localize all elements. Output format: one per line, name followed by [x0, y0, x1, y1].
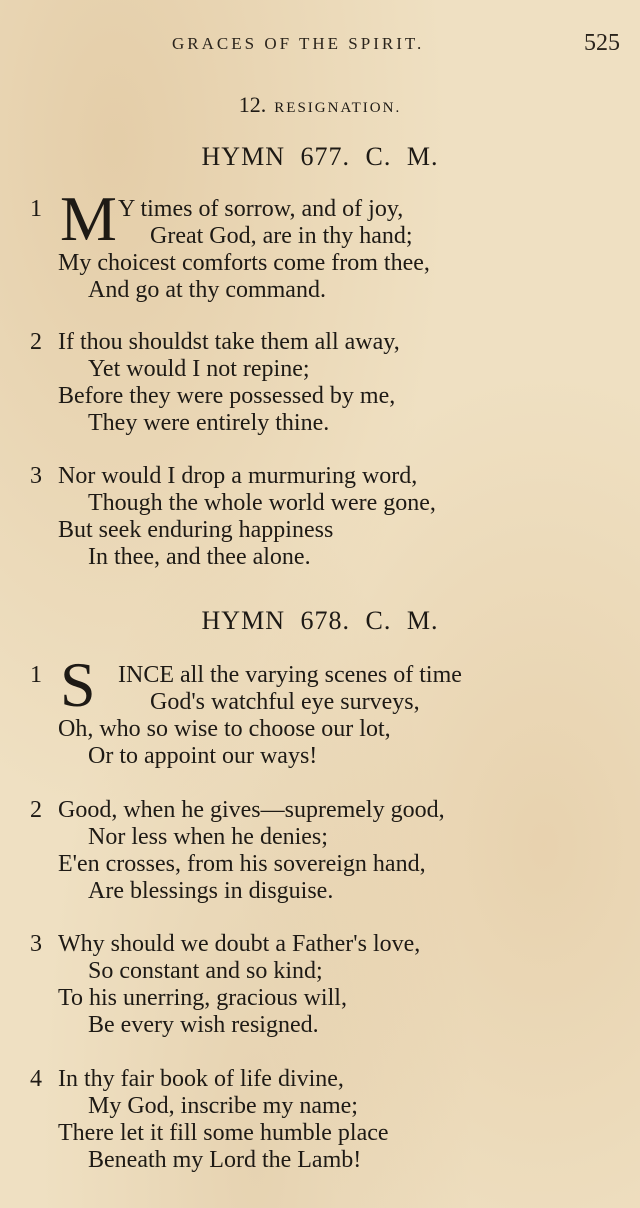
verse-number: 1	[30, 196, 42, 222]
section-heading	[0, 92, 640, 118]
verse-line: Before they were possessed by me,	[58, 383, 396, 409]
verse-line: God's watchful eye surveys,	[150, 689, 420, 715]
verse-line: Yet would I not repine;	[88, 356, 310, 382]
running-title: GRACES OF THE SPIRIT.	[172, 34, 425, 53]
verse-line: Be every wish resigned.	[88, 1012, 319, 1038]
hymn-verse	[30, 463, 630, 571]
verse-line: Why should we doubt a Father's love,	[58, 931, 421, 957]
drop-cap: S	[60, 649, 96, 720]
verse-line: If thou shouldst take them all away,	[58, 329, 400, 355]
verse-number: 3	[30, 931, 42, 957]
page-number: 525	[584, 30, 620, 56]
verse-line: Nor less when he denies;	[88, 824, 328, 850]
hymn-verse	[30, 183, 630, 304]
hymn-verse	[30, 329, 630, 437]
verse-line: Good, when he gives—supremely good,	[58, 797, 445, 823]
hymn-verse	[30, 931, 630, 1039]
verse-line: And go at thy command.	[88, 277, 326, 303]
verse-number: 4	[30, 1066, 42, 1092]
verse-line: E'en crosses, from his sovereign hand,	[58, 851, 426, 877]
section-number: 12.	[238, 92, 267, 117]
hymn-heading: HYMN 677. C. M.	[201, 142, 439, 171]
verse-line: But seek enduring happiness	[58, 517, 334, 543]
hymn-verse	[30, 649, 630, 770]
verse-line: Nor would I drop a murmuring word,	[58, 463, 418, 489]
verse-line: In thee, and thee alone.	[88, 544, 311, 570]
verse-line: To his unerring, gracious will,	[58, 985, 347, 1011]
section-title: RESIGNATION.	[274, 100, 402, 116]
drop-cap: M	[60, 183, 117, 254]
hymn-heading: HYMN 678. C. M.	[201, 606, 439, 635]
verse-line: In thy fair book of life divine,	[58, 1066, 344, 1092]
verse-line: Or to appoint our ways!	[88, 743, 318, 769]
verse-line: Though the whole world were gone,	[88, 490, 436, 516]
verse-line: Beneath my Lord the Lamb!	[88, 1147, 362, 1173]
verse-number: 2	[30, 797, 42, 823]
verse-number: 2	[30, 329, 42, 355]
verse-line: There let it fill some humble place	[58, 1120, 389, 1146]
verse-line: My God, inscribe my name;	[88, 1093, 358, 1119]
running-head	[0, 30, 640, 58]
verse-line: Great God, are in thy hand;	[150, 223, 413, 249]
verse-number: 1	[30, 662, 42, 688]
verse-line: Oh, who so wise to choose our lot,	[58, 716, 391, 742]
verse-line: Are blessings in disguise.	[88, 878, 334, 904]
verse-line: Y times of sorrow, and of joy,	[118, 196, 404, 222]
hymn-verse	[30, 1066, 630, 1174]
verse-line: They were entirely thine.	[88, 410, 330, 436]
verse-line: INCE all the varying scenes of time	[118, 662, 462, 688]
verse-line: So constant and so kind;	[88, 958, 323, 984]
verse-number: 3	[30, 463, 42, 489]
hymn-verse	[30, 797, 630, 905]
verse-line: My choicest comforts come from thee,	[58, 250, 430, 276]
